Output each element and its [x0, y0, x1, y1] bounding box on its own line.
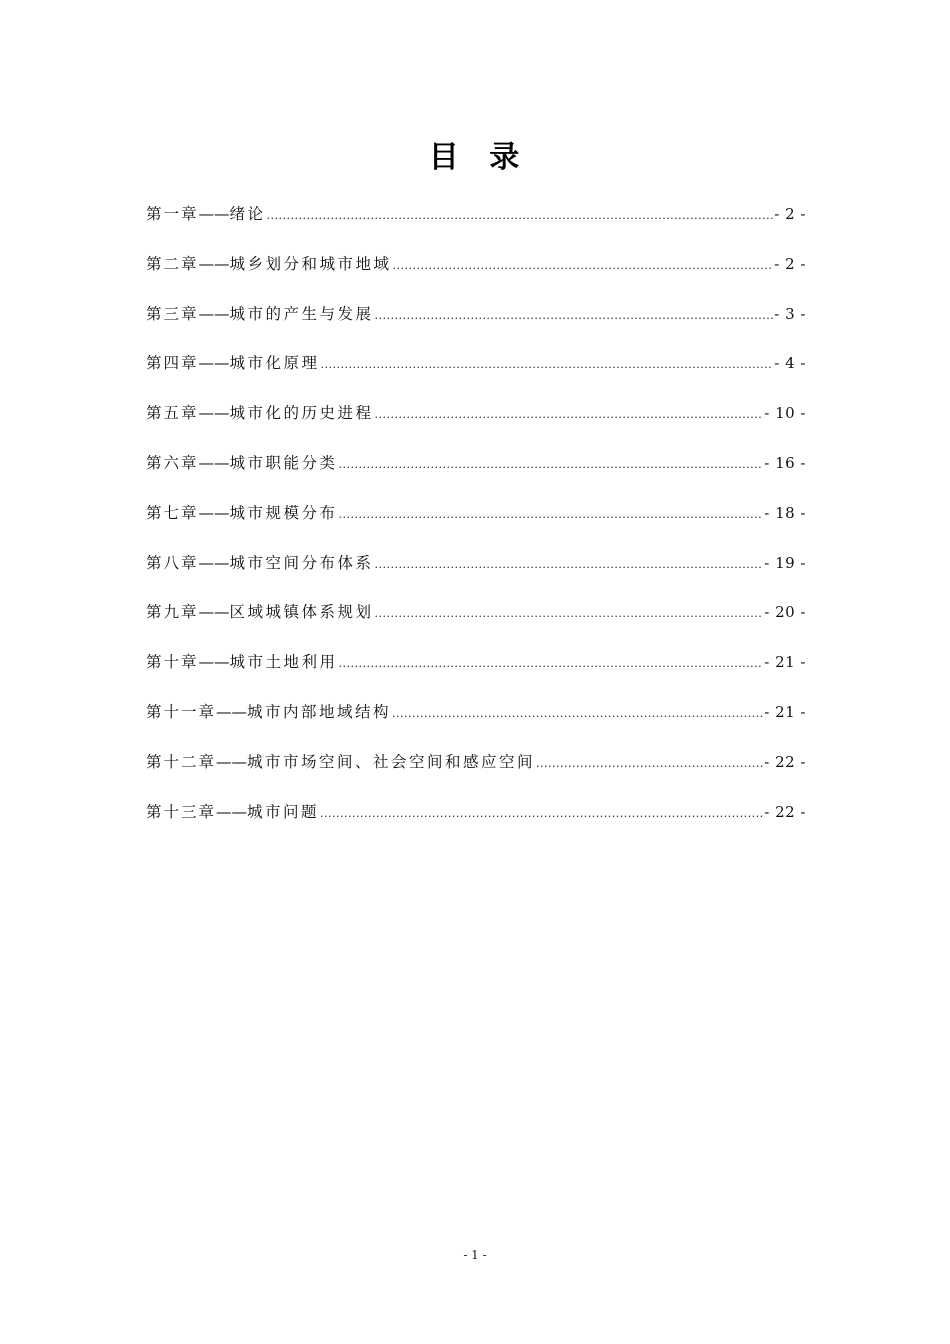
toc-chapter-title: 城乡划分和城市地域	[229, 254, 392, 273]
toc-entry[interactable]	[146, 449, 806, 499]
toc-page-number: - 19 -	[764, 553, 806, 572]
toc-entry[interactable]	[146, 399, 806, 449]
toc-entry[interactable]	[146, 200, 806, 250]
toc-chapter-label: 第七章	[146, 503, 199, 522]
toc-dash: ——	[198, 503, 230, 522]
toc-entry[interactable]	[146, 648, 806, 698]
toc-chapter-title: 城市市场空间、社会空间和感应空间	[247, 752, 536, 771]
toc-entry[interactable]	[146, 250, 806, 300]
toc-page-number: - 22 -	[764, 802, 806, 821]
toc-chapter-label: 第六章	[146, 453, 199, 472]
toc-chapter-label: 第四章	[146, 354, 199, 373]
toc-entry[interactable]	[146, 499, 806, 549]
toc-leader-dots	[375, 302, 774, 330]
toc-page-number: - 2 -	[774, 254, 806, 273]
toc-leader-dots	[339, 451, 764, 479]
toc-page-number: - 20 -	[764, 603, 806, 622]
toc-leader-dots	[339, 650, 764, 678]
toc-chapter-label: 第八章	[146, 553, 199, 572]
toc-entry[interactable]	[146, 349, 806, 399]
toc-chapter-label: 第十三章	[146, 802, 217, 821]
toc-page-number: - 2 -	[774, 205, 806, 223]
toc-dash: ——	[216, 752, 248, 771]
toc-chapter-label: 第十二章	[146, 752, 217, 771]
toc-chapter-title: 城市问题	[247, 802, 320, 821]
page-footer-number: - 1 -	[463, 1248, 487, 1262]
toc-dash: ——	[198, 205, 230, 223]
toc-title: 目 录	[428, 140, 530, 175]
toc-leader-dots	[320, 800, 763, 828]
toc-leader-dots	[536, 750, 763, 778]
toc-chapter-title: 城市职能分类	[229, 453, 338, 472]
toc-chapter-label: 第十一章	[146, 702, 217, 721]
toc-page-number: - 3 -	[774, 304, 806, 323]
toc-page-number: - 16 -	[764, 453, 806, 472]
toc-dash: ——	[198, 354, 230, 373]
toc-entry[interactable]	[146, 300, 806, 350]
toc-leader-dots	[392, 700, 763, 728]
toc-chapter-title: 城市化的历史进程	[229, 404, 374, 423]
toc-chapter-title: 城市规模分布	[229, 503, 338, 522]
toc-dash: ——	[198, 553, 230, 572]
toc-entry[interactable]	[146, 549, 806, 599]
toc-entry[interactable]	[146, 698, 806, 748]
toc-page-number: - 4 -	[774, 354, 806, 373]
toc-page-number: - 22 -	[764, 752, 806, 771]
toc-chapter-label: 第三章	[146, 304, 199, 323]
toc-chapter-title: 城市空间分布体系	[229, 553, 374, 572]
toc-dash: ——	[216, 802, 248, 821]
toc-chapter-label: 第五章	[146, 404, 199, 423]
toc-dash: ——	[216, 702, 248, 721]
toc-chapter-title: 城市化原理	[229, 354, 320, 373]
toc-entry[interactable]	[146, 598, 806, 648]
toc-leader-dots	[375, 600, 764, 628]
toc-chapter-label: 第一章	[146, 205, 199, 223]
toc-list	[146, 200, 806, 847]
toc-leader-dots	[339, 501, 764, 529]
toc-leader-dots	[375, 401, 764, 429]
toc-dash: ——	[198, 653, 230, 672]
toc-chapter-title: 城市内部地域结构	[247, 702, 392, 721]
toc-chapter-title: 城市土地利用	[229, 653, 338, 672]
toc-dash: ——	[198, 304, 230, 323]
toc-page-number: - 10 -	[764, 404, 806, 423]
toc-dash: ——	[198, 453, 230, 472]
toc-chapter-title: 区域城镇体系规划	[229, 603, 374, 622]
toc-leader-dots	[321, 351, 774, 379]
toc-page-number: - 21 -	[764, 702, 806, 721]
toc-chapter-label: 第十章	[146, 653, 199, 672]
toc-entry[interactable]	[146, 798, 806, 848]
toc-leader-dots	[393, 252, 774, 280]
toc-chapter-label: 第二章	[146, 254, 199, 273]
toc-leader-dots	[267, 202, 774, 230]
toc-page-number: - 21 -	[764, 653, 806, 672]
toc-dash: ——	[198, 404, 230, 423]
toc-leader-dots	[375, 551, 764, 579]
toc-dash: ——	[198, 254, 230, 273]
toc-chapter-title: 绪论	[229, 205, 266, 223]
toc-dash: ——	[198, 603, 230, 622]
toc-chapter-title: 城市的产生与发展	[229, 304, 374, 323]
toc-chapter-label: 第九章	[146, 603, 199, 622]
toc-page-number: - 18 -	[764, 503, 806, 522]
toc-entry[interactable]	[146, 748, 806, 798]
